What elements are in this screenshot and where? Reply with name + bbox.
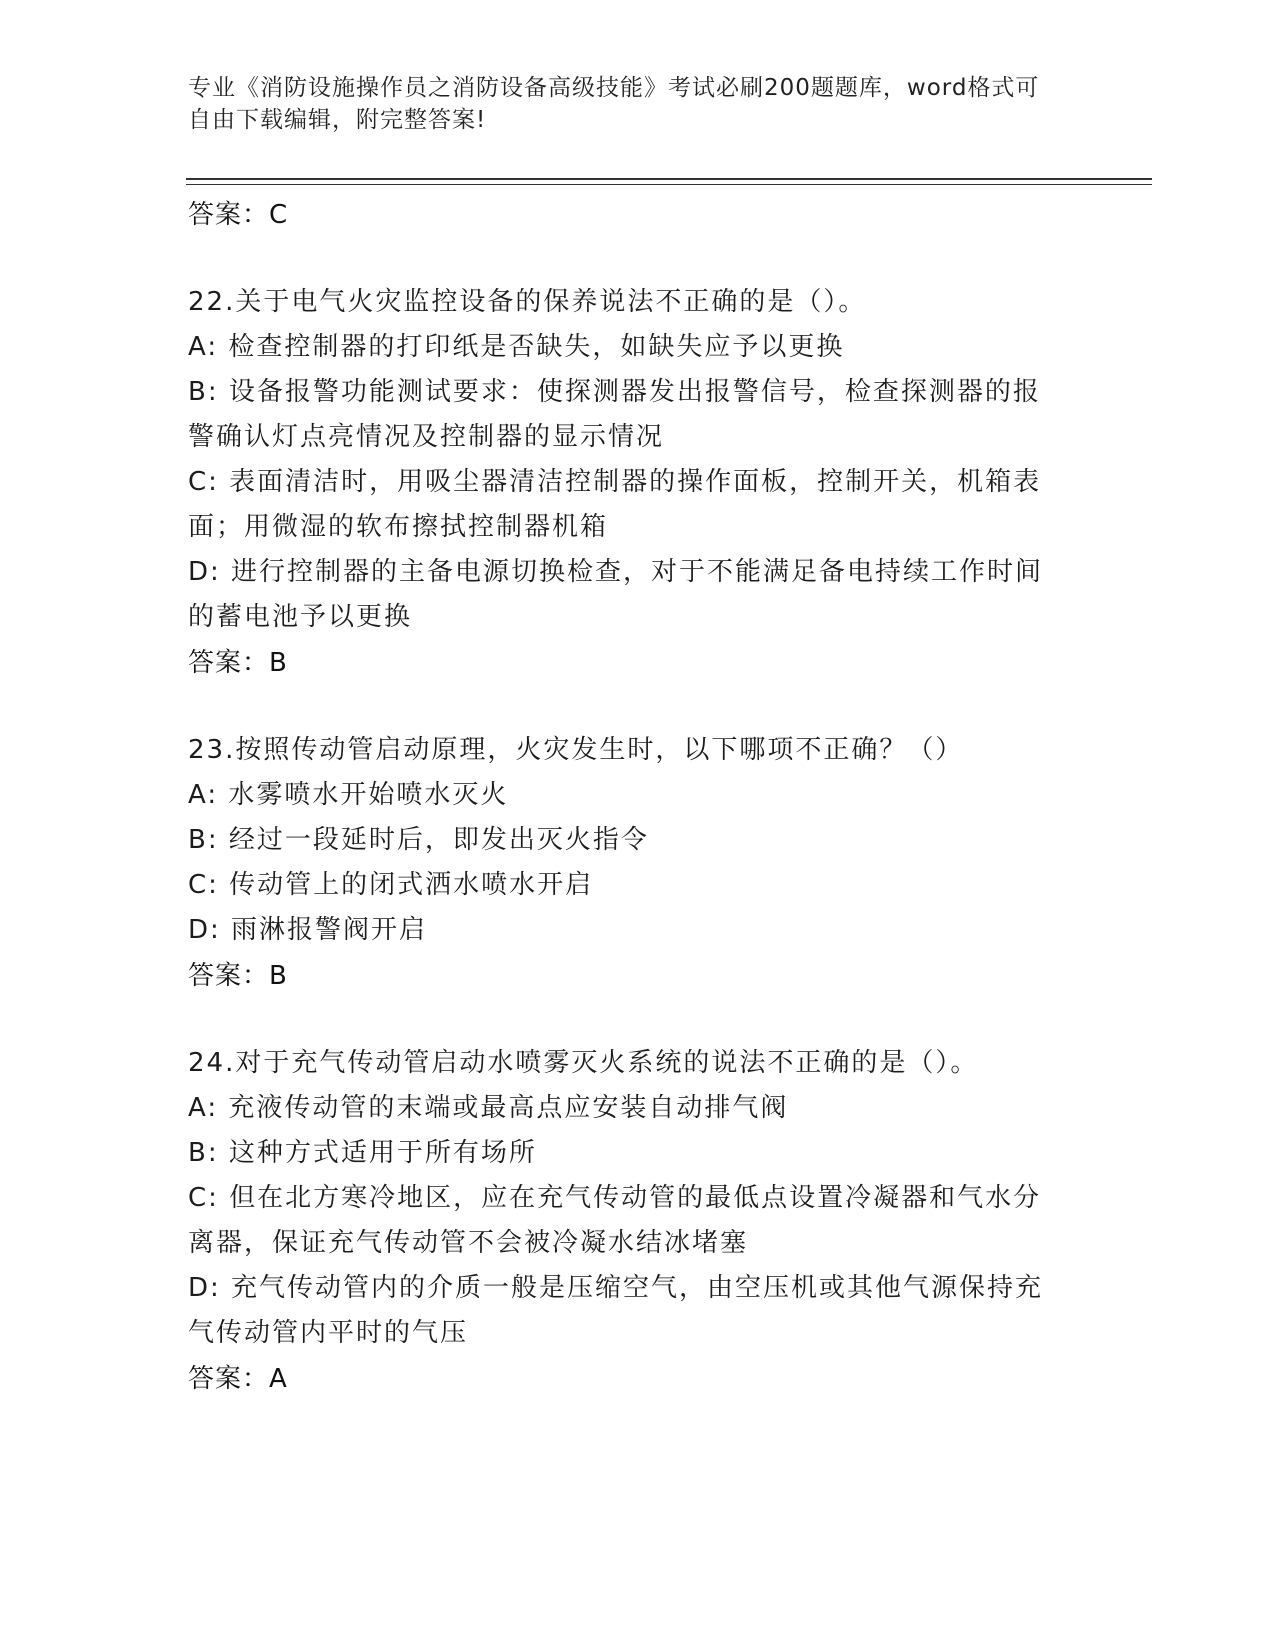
option-line: C: 表面清洁时，用吸尘器清洁控制器的操作面板，控制开关，机箱表 (188, 467, 1042, 497)
document-body (188, 192, 1088, 1402)
header-line-1: 专业《消防设施操作员之消防设备高级技能》考试必刷200题题库，word格式可 (188, 75, 1040, 101)
question-title: 22.关于电气火灾监控设备的保养说法不正确的是（）。 (188, 287, 867, 317)
option-line: A: 检查控制器的打印纸是否缺失，如缺失应予以更换 (188, 332, 845, 362)
header-divider-thick (186, 178, 1152, 180)
option-line: B: 设备报警功能测试要求：使探测器发出报警信号，检查探测器的报 (188, 377, 1041, 407)
option-line: 警确认灯点亮情况及控制器的显示情况 (188, 422, 665, 452)
document-header (188, 72, 1068, 136)
question-title: 23.按照传动管启动原理，火灾发生时，以下哪项不正确？（） (188, 735, 964, 765)
spacer (188, 238, 1088, 280)
option-line: A: 充液传动管的末端或最高点应安装自动排气阀 (188, 1093, 789, 1123)
option-line: B: 经过一段延时后，即发出灭火指令 (188, 825, 649, 855)
answer-line: 答案：B (188, 961, 288, 991)
option-line: D: 进行控制器的主备电源切换检查，对于不能满足备电持续工作时间 (188, 557, 1044, 587)
spacer (188, 686, 1088, 728)
option-line: D: 雨淋报警阀开启 (188, 915, 428, 945)
option-line: A: 水雾喷水开始喷水灭火 (188, 780, 509, 810)
option-line: C: 传动管上的闭式洒水喷水开启 (188, 870, 594, 900)
header-divider-thin (186, 184, 1152, 185)
question-24 (188, 1041, 1088, 1402)
option-line: 气传动管内平时的气压 (188, 1318, 469, 1348)
option-line: 的蓄电池予以更换 (188, 602, 413, 632)
answer-line: 答案：C (188, 200, 289, 230)
option-line: B: 这种方式适用于所有场所 (188, 1138, 537, 1168)
spacer (188, 999, 1088, 1041)
option-line: 面；用微湿的软布擦拭控制器机箱 (188, 512, 609, 542)
question-title: 24.对于充气传动管启动水喷雾灭火系统的说法不正确的是（）。 (188, 1048, 979, 1078)
answer-line: 答案：B (188, 648, 288, 678)
option-line: C: 但在北方寒冷地区，应在充气传动管的最低点设置冷凝器和气水分 (188, 1183, 1042, 1213)
question-22 (188, 280, 1088, 686)
option-line: 离器，保证充气传动管不会被冷凝水结冰堵塞 (188, 1228, 749, 1258)
option-line: D: 充气传动管内的介质一般是压缩空气，由空压机或其他气源保持充 (188, 1273, 1044, 1303)
answer-line: 答案：A (188, 1364, 288, 1394)
header-line-2: 自由下载编辑，附完整答案! (188, 107, 487, 133)
question-23 (188, 728, 1088, 999)
